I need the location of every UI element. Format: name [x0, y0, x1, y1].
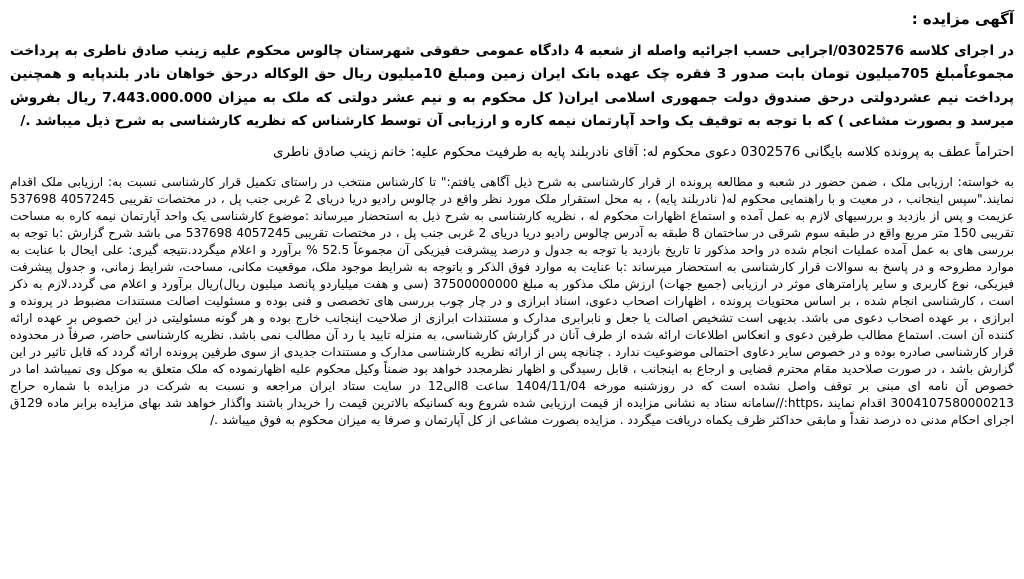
notice-heading: آگهی مزایده :: [911, 10, 1014, 28]
notice-subject-line: احتراماً عطف به پرونده کلاسه بایگانی 0302576 دعوی محکوم له: آقای نادربلند پایه به طرفیت محکوم علیه: خانم زینب صادق ناطری: [273, 144, 1014, 160]
notice-intro-paragraph: در اجرای کلاسه 0302576/اجرایی حسب اجرائیه واصله از شعبه 4 دادگاه عمومی حقوقی شهرستان چالوس محکوم علیه زینب صادق ناطری به پرداخت مجموعاًمبلغ 705میلیون تومان بابت صدور 3 فقره چک عهده بانک ایران زمین ومبلغ 10میلیون ریال حق الوکاله درحق خواهان نادر بلندپایه و همچنین پرداخت نیم عشردولتی درحق صندوق دولت جمهوری اسلامی ایران( کل محکوم به و نیم عشر دولتی که ملک به میزان 7.443.000.000 ریال بفروش میرسد و بصورت مشاعی ) که با توجه به توقیف یک واحد آپارتمان نیمه کاره و ارزیابی آن توسط کارشناس که نظریه کارشناسی به شرح ذیل میباشد ./: [10, 43, 1015, 130]
notice-body-paragraph: به خواسته: ارزیابی ملک ، ضمن حضور در شعبه و مطالعه پرونده از قرار کارشناسی به شرح ذیل آگاهی یافتم:" تا کارشناس منتخب در راستای تکمیل قرار کارشناسی نسبت به: ارزیابی ملک اقدام نمایند."سپس اینجانب ، در معیت و با راهنمایی محکوم له( نادربلند پایه) ، به محل استقرار ملک مورد نظر واقع در چالوس رادیو دریا دریای 2 غربی جنب پل ، در مختصات تقریبی 4057245 537698 عزیمت و پس از بازدید و بررسیهای لازم به عمل آمده و استماع اظهارات محکوم له ، نظریه کارشناسی به شرح ذیل به استحضار میرساند :موضوع کارشناسی یک واحد آپارتمان نیمه کاره به مساحت تقریبی 150 متر مربع واقع در طبقه سوم شرقی در ساختمان 8 طبقه به آدرس چالوس رادیو دریا دریای 2 غربی جنب پل ، در مختصات تقریبی 4057245 537698 می باشد شرح گزارش :با توجه به بررسی های به عمل آمده عملیات انجام شده در واحد مذکور تا تاریخ بازدید با توجه به جدول و درصد پیشرفت فیزیکی آن مجموعاً 52.5 % برآورد و اعلام میگردد.نتیجه گیری: علی ایحال با عنایت به موارد مطروحه و در پاسخ به سوالات قرار کارشناسی به استحضار میرساند :با عنایت به موارد فوق الذکر و باتوجه به شرایط موجود ملک، موقعیت مکانی، مساحت، شرایط زمانی، و جدول پیشرفت فیزیکی، نوع کاربری و سایر پارامترهای موثر در ارزیابی (جمیع جهات) ارزش ملک مذکور به مبلغ 37500000000 (سی و هفت میلیاردو پانصد میلیون ریال)ریال برآورد و اعلام می گردد.لازم به ذکر است ، کارشناسی انجام شده ، بر اساس محتویات پرونده ، اظهارات اصحاب دعوی، اسناد ابرازی و در چار چوب بررسی های تخصصی و فنی بوده و مسئولیت اصالت مستندات مضبوط در پرونده و ابرازی ، بر عهده اصحاب دعوی می باشد. بدیهی است تشخیص اصالت یا جعل و نابرابری مدارک و مستندات ابرازی از صلاحیت اینجانب خارج بوده و هر گونه مسئولیتی در این خصوص بر عهده ارائه کننده آن است. استماع مطالب طرفین دعوی و انعکاس اطلاعات ارائه شده از طرف آنان در گزارش کارشناسی، به منزله تایید یا رد آن مطالب نمی باشد. نظریه کارشناسی حاضر، صرفاً در محدوده قرار کارشناسی صادره بوده و در خصوص سایر دعاوی احتمالی موضوعیت ندارد . چنانچه پس از ارائه نظریه کارشناسی مدارک و مستندات جدیدی از سوی طرفین پرونده ارائه گردد که قابل تاثیر در این گزارش باشد ، در صورت صلاحدید مقام محترم قضایی و ارجاع به اینجانب ، قابل رسیدگی و اظهار نظرمجدد خواهد بود ضمناً وکیل محکوم علیه اظهارنموده که ملک متعلق به موکل وی نمیباشد اما در خصوص آن نامه ای مبنی بر توقف واصل نشده است که در روزشنبه مورخه 1404/11/04 ساعت 8الی12 در سایت ستاد ایران مراجعه و نسبت به شرکت در مزایده با شماره حراج 3004107580000213 اقدام نمایند ،https://سامانه ستاد به نشانی مزایده از قیمت ارزیابی شده شروع وبه کسانیکه بالاترین قیمت را خریدار باشند واگذار خواهد شد بهای مزایده برابر ماده 129ق اجرای احکام مدنی ده درصد نقداً و مابقی حداکثر ظرف یکماه دریافت میگردد . مزایده بصورت مشاعی از کل آپارتمان و صرفا به میزان محکوم به فوق میباشد ./: [10, 174, 1015, 427]
